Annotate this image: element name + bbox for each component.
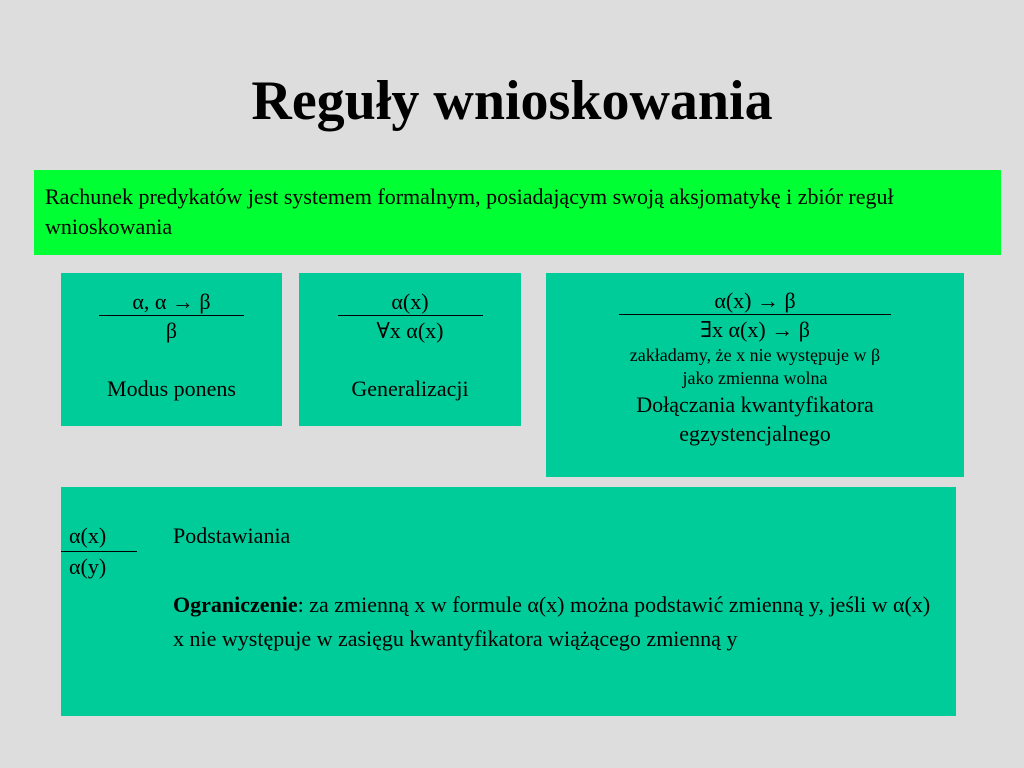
substitution-restriction	[173, 588, 943, 656]
restriction-label: Ograniczenie	[173, 592, 298, 617]
substitution-premise: α(x)	[61, 521, 137, 552]
generalization-card	[299, 273, 521, 426]
substitution-card	[61, 487, 956, 716]
existential-name-line2: egzystencjalnego	[679, 421, 831, 446]
generalization-conclusion: ∀x α(x)	[376, 318, 444, 343]
existential-note-line2: jako zmienna wolna	[682, 368, 828, 388]
existential-name-line1: Dołączania kwantyfikatora	[636, 392, 874, 417]
modus-ponens-name: Modus ponens	[107, 376, 236, 401]
substitution-conclusion: α(y)	[69, 554, 107, 579]
substitution-name: Podstawiania	[173, 523, 291, 548]
existential-premise: α(x) → β	[619, 287, 891, 315]
modus-ponens-conclusion: β	[165, 318, 178, 343]
modus-ponens-premise: α, α → β	[99, 288, 244, 316]
slide-title: Reguły wnioskowania	[251, 70, 773, 132]
generalization-premise: α(x)	[338, 288, 483, 316]
existential-card	[546, 273, 964, 477]
generalization-name: Generalizacji	[351, 376, 469, 401]
restriction-text: : za zmienną x w formule α(x) można podstawić zmienną y, jeśli w α(x) x nie występuje w zasięgu kwantyfikatora wiążącego zmienną y	[173, 592, 931, 651]
intro-box: Rachunek predykatów jest systemem formalnym, posiadającym swoją aksjomatykę i zbiór reguł wnioskowania	[34, 170, 1001, 255]
substitution-fraction	[61, 521, 137, 581]
modus-ponens-card	[61, 273, 282, 426]
existential-note-line1: zakładamy, że x nie występuje w β	[629, 345, 881, 365]
existential-conclusion: ∃x α(x) → β	[700, 317, 810, 342]
